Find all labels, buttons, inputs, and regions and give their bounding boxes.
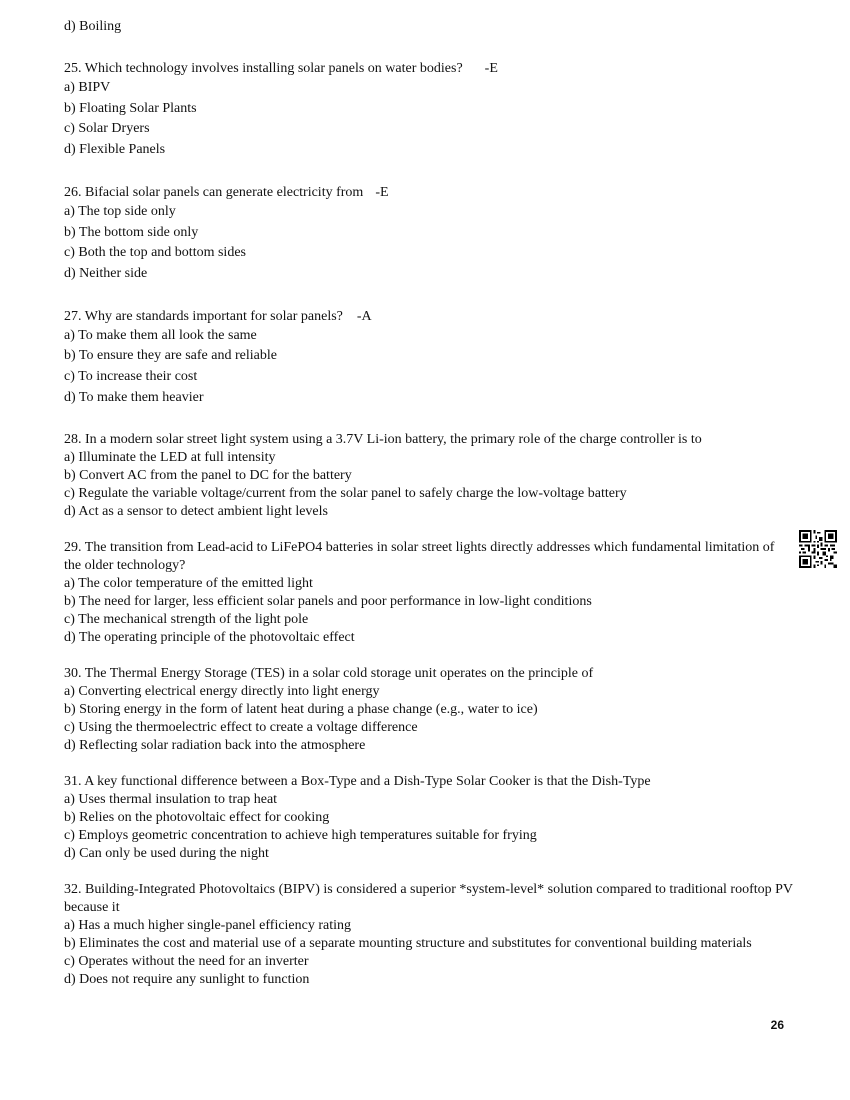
question-32 — [64, 881, 794, 989]
option-d: d) Neither side — [64, 265, 148, 281]
question-26 — [64, 184, 794, 285]
option-d: d) Reflecting solar radiation back into the atmosphere — [64, 738, 366, 754]
option-b: b) Eliminates the cost and material use of a separate mounting structure and substitutes for conventional building materials — [64, 936, 752, 952]
option-b: b) The bottom side only — [64, 224, 199, 240]
option-c: c) The mechanical strength of the light pole — [64, 612, 309, 628]
option-c: c) Employs geometric concentration to achieve high temperatures suitable for frying — [64, 828, 537, 844]
question-stem: 26. Bifacial solar panels can generate electricity from -E — [64, 184, 389, 200]
option-d: d) Act as a sensor to detect ambient light levels — [64, 504, 328, 520]
question-stem: 32. Building-Integrated Photovoltaics (BIPV) is considered a superior *system-level* solution compared to traditional rooftop PV because it — [64, 882, 793, 916]
answer-key: -E — [375, 184, 389, 200]
option-a: a) Illuminate the LED at full intensity — [64, 450, 276, 466]
answer-key: -A — [356, 308, 372, 324]
option-b: b) Storing energy in the form of latent heat during a phase change (e.g., water to ice) — [64, 702, 538, 718]
option-c: c) To increase their cost — [64, 369, 198, 385]
question-stem: 27. Why are standards important for solar panels? -A — [64, 308, 372, 324]
option-d: d) Does not require any sunlight to function — [64, 972, 310, 988]
option-a: a) Has a much higher single-panel efficiency rating — [64, 918, 352, 934]
option-a: a) To make them all look the same — [64, 327, 257, 343]
option-a: a) Uses thermal insulation to trap heat — [64, 792, 278, 808]
question-27 — [64, 308, 794, 409]
question-list — [64, 60, 794, 989]
question-28 — [64, 431, 794, 521]
page-number: 26 — [770, 1018, 784, 1032]
question-25 — [64, 60, 794, 161]
question-stem: 25. Which technology involves installing solar panels on water bodies? -E — [64, 61, 498, 76]
question-29 — [64, 539, 794, 647]
option-a: a) The color temperature of the emitted light — [64, 576, 313, 592]
carryover-option: d) Boiling — [64, 19, 122, 34]
option-d: d) Flexible Panels — [64, 142, 166, 158]
option-b: b) The need for larger, less efficient solar panels and poor performance in low-light conditions — [64, 594, 592, 610]
option-c: c) Regulate the variable voltage/current from the solar panel to safely charge the low-voltage battery — [64, 486, 627, 502]
question-30 — [64, 665, 794, 755]
option-a: a) Converting electrical energy directly into light energy — [64, 684, 380, 700]
option-b: b) Relies on the photovoltaic effect for cooking — [64, 810, 330, 826]
question-stem: 31. A key functional difference between a Box-Type and a Dish-Type Solar Cooker is that the Dish-Type — [64, 774, 651, 790]
option-b: b) Convert AC from the panel to DC for the battery — [64, 468, 352, 484]
option-b: b) Floating Solar Plants — [64, 100, 197, 116]
option-c: c) Using the thermoelectric effect to create a voltage difference — [64, 720, 418, 736]
option-d: d) Can only be used during the night — [64, 846, 269, 862]
option-b: b) To ensure they are safe and reliable — [64, 348, 277, 364]
option-a: a) The top side only — [64, 203, 176, 219]
option-a: a) BIPV — [64, 80, 111, 95]
option-c: c) Both the top and bottom sides — [64, 245, 246, 261]
option-c: c) Operates without the need for an inverter — [64, 954, 309, 970]
question-stem: 30. The Thermal Energy Storage (TES) in a solar cold storage unit operates on the principle of — [64, 666, 594, 682]
question-stem: 28. In a modern solar street light system using a 3.7V Li-ion battery, the primary role of the charge controller is to — [64, 432, 702, 448]
question-31 — [64, 773, 794, 863]
option-d: d) The operating principle of the photovoltaic effect — [64, 630, 355, 646]
option-c: c) Solar Dryers — [64, 121, 150, 137]
question-stem: 29. The transition from Lead-acid to LiFePO4 batteries in solar street lights directly addresses which fundamental limitation of the older technology? — [64, 540, 775, 574]
option-d: d) To make them heavier — [64, 389, 204, 405]
answer-key: -E — [484, 61, 498, 76]
qr-code-icon — [799, 530, 837, 568]
